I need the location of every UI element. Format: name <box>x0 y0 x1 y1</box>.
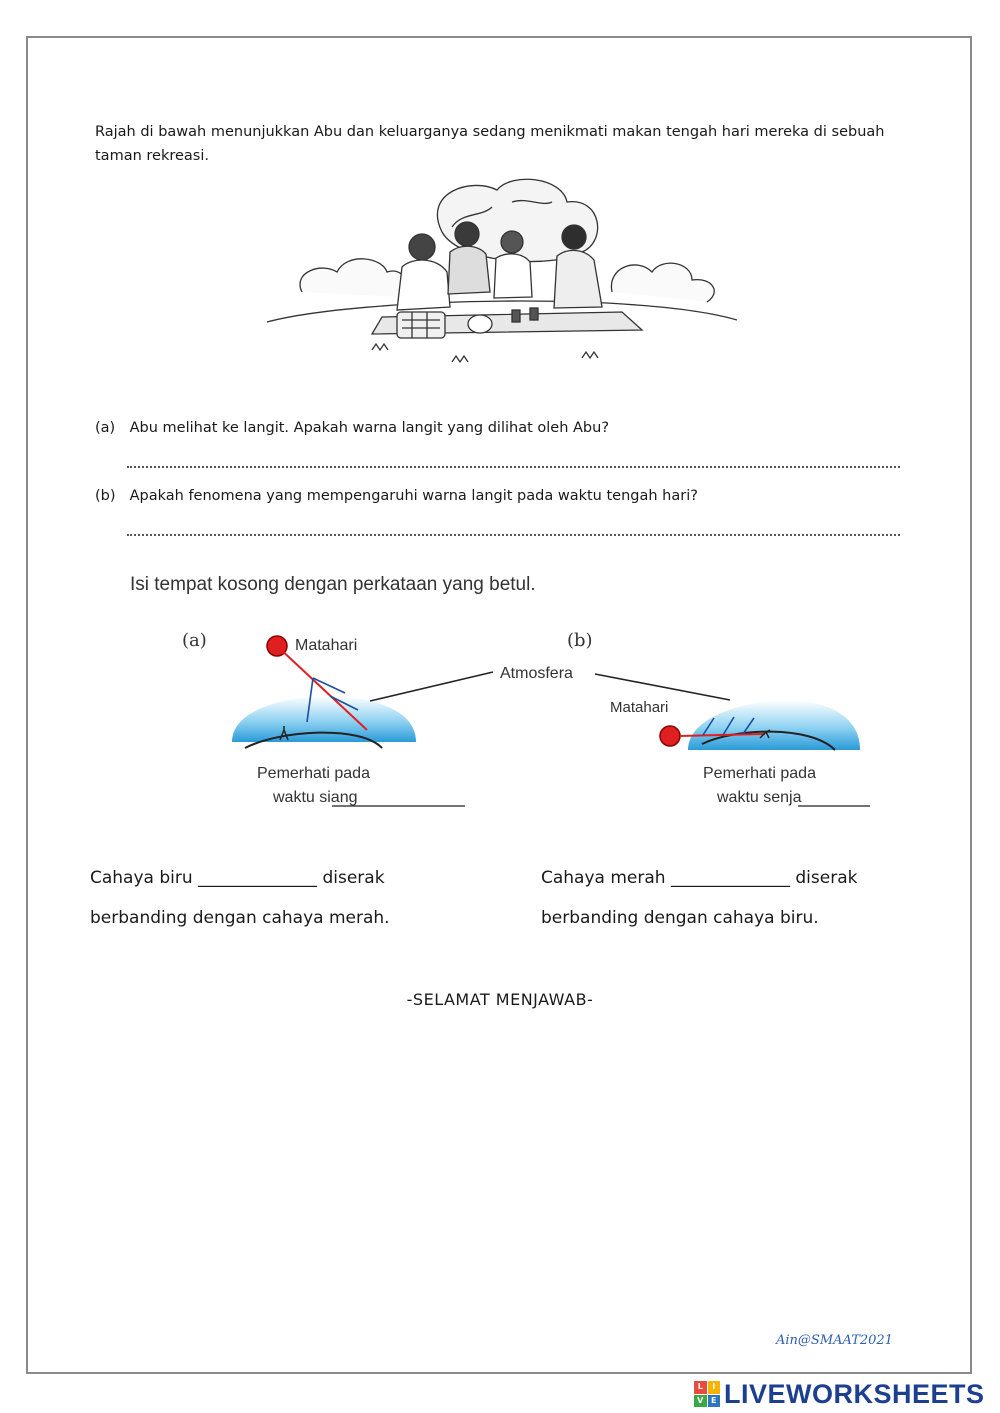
fill-left-blank[interactable]: ______________ <box>198 868 318 888</box>
fill-right-line2: berbanding dengan cahaya biru. <box>541 908 819 928</box>
light-scattering-diagram <box>120 560 880 810</box>
fill-left-line2: berbanding dengan cahaya merah. <box>90 908 390 928</box>
observer-b-line1: Pemerhati pada <box>703 765 816 782</box>
intro-line-2: taman rekreasi. <box>95 148 209 164</box>
atmosphere-pointer-b <box>595 674 730 700</box>
sun-label-a: Matahari <box>295 637 358 654</box>
logo-letter-i: I <box>708 1381 721 1394</box>
logo-letter-l: L <box>694 1381 707 1394</box>
intro-line-1: Rajah di bawah menunjukkan Abu dan keluarganya sedang menikmati makan tengah hari mereka di sebuah <box>95 124 885 140</box>
sun-label-b: Matahari <box>610 699 669 716</box>
closing-message: -SELAMAT MENJAWAB- <box>406 990 594 1009</box>
diagram-instruction: Isi tempat kosong dengan perkataan yang betul. <box>130 574 536 595</box>
answer-line-a[interactable] <box>127 466 900 468</box>
fill-left-line1 <box>90 868 385 888</box>
fill-left-start: Cahaya biru <box>90 868 193 888</box>
diagram-label-b: (b) <box>567 630 593 651</box>
picnic-family-illustration <box>262 172 742 372</box>
atmosphere-dome-b <box>688 700 860 750</box>
atmosphere-dome-a <box>232 696 416 742</box>
logo-letter-v: V <box>694 1395 707 1408</box>
question-a-text: Abu melihat ke langit. Apakah warna langit yang dilihat oleh Abu? <box>129 420 610 436</box>
fill-right-line1 <box>541 868 857 888</box>
question-a-label: (a) <box>95 420 116 436</box>
question-a <box>95 420 609 436</box>
fill-right-end: diserak <box>795 868 858 888</box>
diagram-label-a: (a) <box>182 630 207 651</box>
sun-icon-b <box>660 726 680 746</box>
observer-a-line2: waktu siang <box>273 789 358 806</box>
logo-letter-e: E <box>708 1395 721 1408</box>
fill-right-start: Cahaya merah <box>541 868 666 888</box>
answer-line-b[interactable] <box>127 534 900 536</box>
atmosphere-pointer-a <box>370 672 493 701</box>
question-b <box>95 488 698 504</box>
liveworksheets-logo-icon <box>694 1381 720 1407</box>
author-signature: Ain@SMAAT2021 <box>776 1333 893 1348</box>
intro-text <box>95 120 905 168</box>
liveworksheets-brand[interactable] <box>694 1380 985 1408</box>
fill-right-blank[interactable]: ______________ <box>670 868 790 888</box>
observer-b-line2: waktu senja <box>717 789 802 806</box>
observer-a-line1: Pemerhati pada <box>257 765 370 782</box>
atmosphere-label: Atmosfera <box>500 665 573 682</box>
fill-left-end: diserak <box>322 868 385 888</box>
liveworksheets-wordmark: LIVEWORKSHEETS <box>724 1378 985 1409</box>
question-b-text: Apakah fenomena yang mempengaruhi warna langit pada waktu tengah hari? <box>129 488 698 504</box>
question-b-label: (b) <box>95 488 116 504</box>
